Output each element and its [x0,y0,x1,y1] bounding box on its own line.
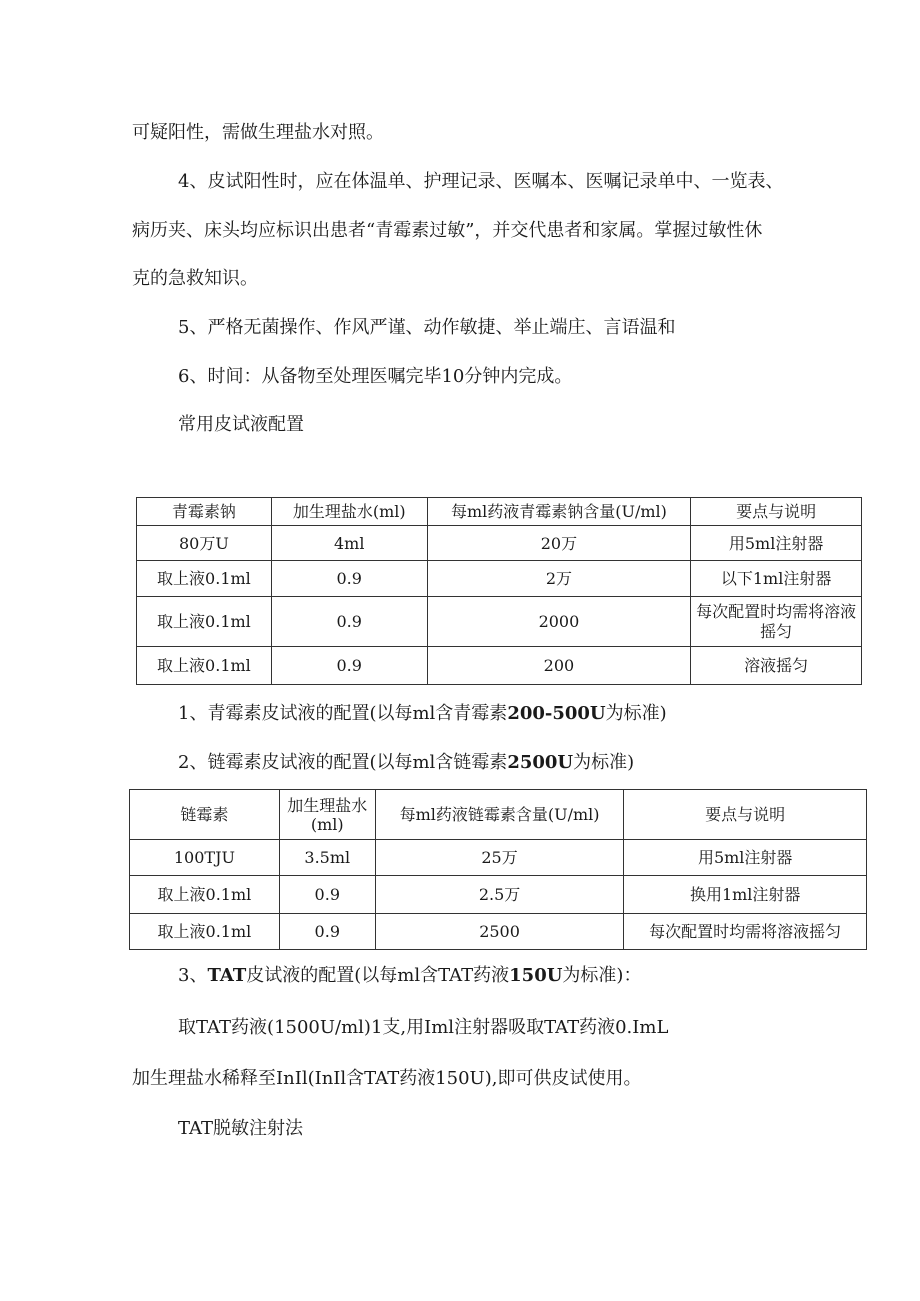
penicillin-table [136,497,862,685]
paragraph-item-4-line-3: 克的急救知识。 [132,268,258,289]
table-row [130,914,867,950]
heading-text-bold: 150U [509,965,563,986]
table-row [137,561,862,597]
caption-penicillin [178,703,667,725]
table-cell: 2000 [427,597,691,647]
table-cell: 2万 [427,561,691,597]
table-cell: 取上液0.1ml [137,561,272,597]
table-cell: 每次配置时均需将溶液摇匀 [691,597,862,647]
table-cell: 4ml [271,526,427,561]
heading-text: 3、 [178,965,208,986]
table-header-row [137,498,862,526]
table-header-cell: 要点与说明 [691,498,862,526]
paragraph-item-4-line-1: 4、皮试阳性时，应在体温单、护理记录、医嘱本、医嘱记录单中、一览表、 [178,171,784,192]
table-cell: 取上液0.1ml [130,876,280,914]
heading-tat-desensitization: TAT脱敏注射法 [178,1118,304,1139]
table-cell: 换用1ml注射器 [624,876,867,914]
table-cell: 用5ml注射器 [624,840,867,876]
paragraph-item-4-line-2: 病历夹、床头均应标识出患者“青霉素过敏”，并交代患者和家属。掌握过敏性休 [132,220,763,241]
table-cell: 0.9 [271,597,427,647]
table-cell: 2500 [375,914,624,950]
table-header-cell: 每ml药液青霉素钠含量(U/ml) [427,498,691,526]
caption-text: 为标准) [573,752,635,773]
table-cell: 溶液摇匀 [691,647,862,685]
table-cell: 用5ml注射器 [691,526,862,561]
caption-text: 1、青霉素皮试液的配置(以每ml含青霉素 [178,703,508,724]
streptomycin-table [129,789,867,950]
table-cell: 取上液0.1ml [137,647,272,685]
heading-tat-config [178,965,641,987]
heading-text: 为标准)： [562,965,642,986]
table-cell: 0.9 [271,647,427,685]
table-row [137,526,862,561]
table-cell: 0.9 [279,876,375,914]
table-cell: 20万 [427,526,691,561]
table-cell: 2.5万 [375,876,624,914]
table-cell: 0.9 [271,561,427,597]
table-cell: 每次配置时均需将溶液摇匀 [624,914,867,950]
heading-text: 皮试液的配置(以每ml含TAT药液 [246,965,510,986]
table-row [130,876,867,914]
heading-text-bold: TAT [207,965,247,986]
paragraph-tat-line-1: 取TAT药液(1500U/ml)1支,用Iml注射器吸取TAT药液0.ImL [178,1017,669,1038]
table-row [137,647,862,685]
caption-streptomycin [178,752,634,774]
paragraph-item-5: 5、严格无菌操作、作风严谨、动作敏捷、举止端庄、言语温和 [178,317,676,338]
table-cell: 以下1ml注射器 [691,561,862,597]
table-cell: 80万U [137,526,272,561]
table-header-row [130,790,867,840]
table-cell: 25万 [375,840,624,876]
table-cell: 100TJU [130,840,280,876]
section-title-skin-test-config: 常用皮试液配置 [178,414,304,435]
table-cell: 0.9 [279,914,375,950]
caption-text: 2、链霉素皮试液的配置(以每ml含链霉素 [178,752,508,773]
caption-range: 2500U [507,752,574,773]
table-header-cell: 要点与说明 [624,790,867,840]
caption-range: 200-500U [507,703,606,724]
table-row [137,597,862,647]
table-cell: 200 [427,647,691,685]
table-header-cell: 加生理盐水(ml) [279,790,375,840]
table-cell: 3.5ml [279,840,375,876]
table-row [130,840,867,876]
table-header-cell: 加生理盐水(ml) [271,498,427,526]
table-cell: 取上液0.1ml [130,914,280,950]
table-cell: 取上液0.1ml [137,597,272,647]
caption-text: 为标准) [605,703,667,724]
paragraph-tat-line-2: 加生理盐水稀释至InIl(InIl含TAT药液150U),即可供皮试使用。 [132,1068,642,1089]
paragraph-control-note: 可疑阳性，需做生理盐水对照。 [132,122,384,143]
table-header-cell: 青霉素钠 [137,498,272,526]
table-header-cell: 每ml药液链霉素含量(U/ml) [375,790,624,840]
paragraph-item-6: 6、时间：从备物至处理医嘱完毕10分钟内完成。 [178,366,573,387]
table-header-cell: 链霉素 [130,790,280,840]
